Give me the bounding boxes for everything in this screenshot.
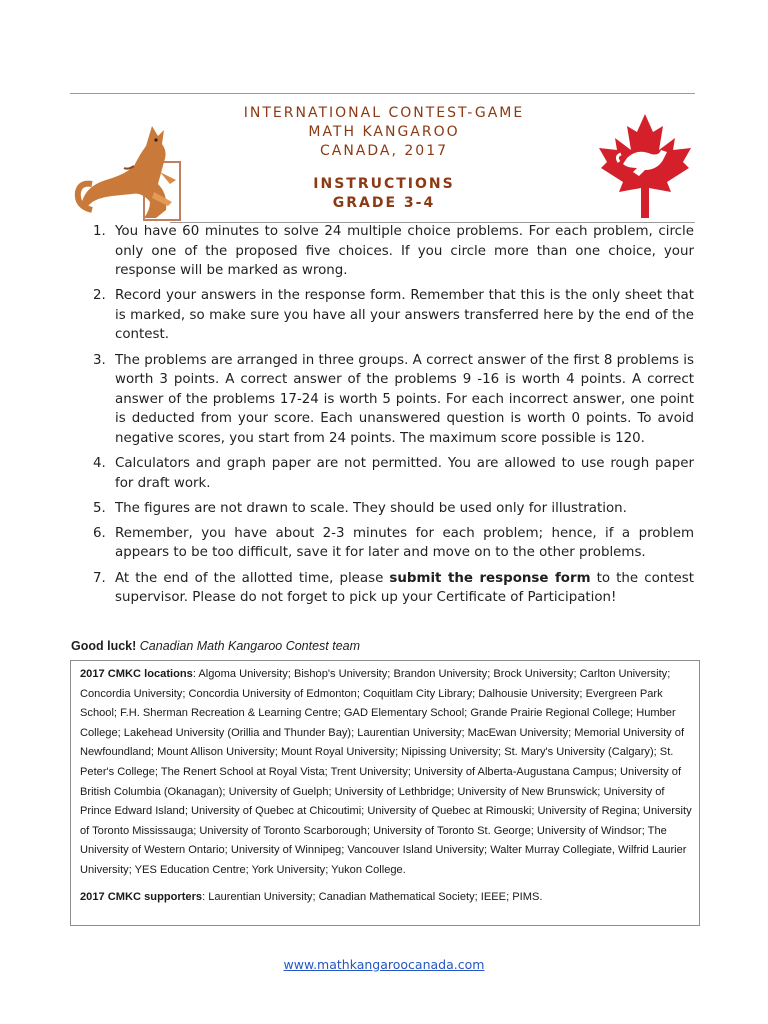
instructions-heading: INSTRUCTIONS: [313, 176, 455, 192]
instruction-item: [88, 351, 694, 449]
instruction-item: [88, 286, 694, 345]
instructions-list: [88, 222, 694, 613]
title-line-3: CANADA, 2017: [319, 143, 449, 159]
website-link[interactable]: www.mathkangaroocanada.com: [283, 957, 485, 972]
instruction-text: You have 60 minutes to solve 24 multiple choice problems. For each problem, circle only one of the proposed five choices. If you circle more than one choice, your response will be marked as wrong.: [115, 224, 694, 279]
instruction-text: Record your answers in the response form. Remember that this is the only sheet that is marked, so make sure you have all your answers transferred here by the end of the contest.: [115, 288, 694, 343]
instruction-item: [88, 454, 694, 493]
instruction-item: [88, 499, 694, 519]
instruction-item: [88, 222, 694, 281]
good-luck-text: Good luck!: [71, 639, 137, 653]
instruction-number: 7.: [93, 570, 106, 586]
grade-heading: GRADE 3-4: [332, 195, 436, 211]
instruction-number: 6.: [93, 525, 106, 541]
instruction-number: 5.: [93, 500, 106, 516]
contest-title: [0, 104, 768, 213]
supporters-paragraph: [80, 888, 693, 908]
instruction-text: The figures are not drawn to scale. They should be used only for illustration.: [115, 500, 627, 516]
instruction-item: [88, 524, 694, 563]
instruction-text: The problems are arranged in three groups. A correct answer of the first 8 problems is worth 3 points. A correct answer of the problems 9 -16 is worth 4 points. A correct answer of the problems 17-24 is worth 5 points. For each incorrect answer, one point is deducted from your score. Each unanswered question is worth 0 points. To avoid negative scores, you start from 24 points. The maximum score possible is 120.: [115, 352, 694, 446]
good-luck-line: [71, 639, 360, 653]
title-line-1: INTERNATIONAL CONTEST-GAME: [243, 105, 525, 121]
instruction-item: [88, 569, 694, 608]
title-line-2: MATH KANGAROO: [308, 124, 460, 140]
instruction-text: At the end of the allotted time, please: [115, 570, 390, 586]
locations-paragraph: [80, 665, 693, 881]
instruction-number: 4.: [93, 456, 106, 472]
team-signature: Canadian Math Kangaroo Contest team: [139, 639, 361, 653]
locations-text: : Algoma University; Bishop's University; Brandon University; Brock University; Carlton University; Concordia University; Concordia University of Edmonton; Coquitlam City Library; Dalhousie University; Evergreen Park School; F.H. Sherman Recreation & Learning Centre; GAD Elementary School; Grande Prairie Regional College; Humber College; Lakehead University (Orillia and Thunder Bay); Laurentian University; MacEwan University; Memorial University of Newfoundland; Mount Allison University; Mount Royal University; Nipissing University; St. Mary's University (Calgary); St. Peter's College; The Renert School at Royal Vista; Trent University; University of Alberta-Augustana Campus; University of British Columbia (Okanagan); University of Guelph; University of Lethbridge; University of New Brunswick; University of Prince Edward Island; University of Quebec at Chicoutimi; University of Quebec at Rimouski; University of Regina; University of Toronto Mississauga; University of Toronto Scarborough; University of Toronto St. George; University of Windsor; The University of Western Ontario; University of Winnipeg; Vancouver Island University; Walter Murray Collegiate, Wilfrid Laurier University; YES Education Centre; York University; Yukon College.: [80, 668, 692, 876]
instruction-number: 2.: [93, 288, 106, 304]
locations-label: 2017 CMKC locations: [80, 668, 193, 680]
instruction-number: 3.: [93, 352, 106, 368]
top-divider: [70, 93, 695, 94]
instruction-text: to the contest supervisor. Please do not forget to pick up your Certificate of Participation!: [115, 570, 694, 606]
supporters-label: 2017 CMKC supporters: [80, 890, 203, 903]
locations-box: [70, 660, 700, 926]
instruction-number: 1.: [93, 224, 106, 239]
supporters-text: : Laurentian University; Canadian Mathematical Society; IEEE; PIMS.: [202, 890, 543, 903]
instruction-text: Remember, you have about 2-3 minutes for each problem; hence, if a problem appears to be too difficult, save it for later and move on to the other problems.: [115, 525, 694, 561]
instruction-text: Calculators and graph paper are not permitted. You are allowed to use rough paper for draft work.: [115, 456, 694, 491]
instruction-emphasis: submit the response form: [389, 570, 591, 586]
